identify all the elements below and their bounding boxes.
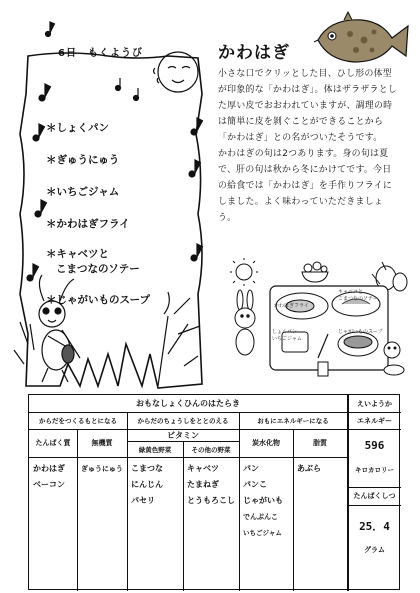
food-item: パン — [243, 464, 259, 473]
food-item: たまねぎ — [187, 480, 219, 489]
menu-card-frame-illustration — [8, 14, 213, 396]
protein-value: 25．4 — [359, 520, 390, 533]
energy-unit: キロカロリー — [355, 465, 394, 474]
protein-label: たんぱくしつ — [353, 492, 396, 500]
filefish-illustration — [310, 10, 410, 68]
group-header: おもにエネルギーになる — [257, 417, 329, 425]
column-header: たんぱく質 — [35, 439, 71, 447]
vitamin-header: ビタミン — [167, 430, 199, 440]
food-item: パセリ — [131, 496, 155, 505]
menu-date: 6日 もくようび — [58, 48, 143, 59]
food-item: にんじん — [131, 480, 163, 489]
cricket-violin-illustration — [39, 275, 80, 382]
food-item: パンこ — [243, 480, 267, 489]
food-item: ぎゅうにゅう — [81, 465, 123, 473]
food-column-carbs — [243, 461, 283, 541]
food-item: ベーコン — [33, 480, 65, 489]
menu-item: こまつなのソテー — [56, 263, 140, 275]
article-paragraph: かわはぎの旬は2つあります。身の旬は夏で、肝の旬は秋から冬にかけてです。今日の給食では「かわはぎ」を手作りフライにしました。よく味わっていただきましょう。 — [218, 149, 393, 223]
menu-item: ＊いちごジャム — [46, 186, 120, 198]
column-header: 無機質 — [91, 439, 113, 447]
food-item: こまつな — [131, 464, 163, 473]
column-header: 脂質 — [313, 439, 327, 447]
menu-item: ＊しょくパン — [46, 122, 109, 134]
menu-item: ＊ぎゅうにゅう — [46, 154, 120, 166]
fruit-bowl-icon — [302, 262, 328, 282]
nutrition-table — [28, 394, 400, 590]
food-item: じゃがいも — [243, 496, 283, 505]
character-icon — [384, 342, 400, 358]
food-column-other-veg — [187, 461, 235, 509]
tray-label-soup: じゃがいものスープ — [338, 329, 383, 335]
menu-item: ＊キャベツと — [46, 248, 109, 260]
column-header: その他の野菜 — [191, 445, 231, 454]
article-title: かわはぎ — [218, 43, 290, 63]
tray-label-bread: しょくパン いちごジャム — [272, 329, 302, 342]
sun-icon — [230, 258, 258, 286]
bunny-icon — [235, 290, 255, 355]
article-paragraph: 小さな口でクリッとした目、ひし形の体型が印象的な「かわはぎ」。体はザラザラとした厚い皮でおおわれていますが、調理の時は簡単に皮を剝ぐことができることから「かわはぎ」との名がついたそうです。 — [218, 69, 398, 143]
food-item: あぶら — [297, 464, 321, 473]
table-title: おもなしょくひんのはたらき — [136, 399, 240, 408]
column-header: 緑黄色野菜 — [138, 445, 172, 454]
lunch-tray-illustration — [222, 258, 412, 390]
energy-value: 596 — [364, 438, 385, 452]
food-item: でんぷんこ — [243, 513, 278, 521]
menu-item: ＊かわはぎフライ — [46, 218, 130, 230]
food-column-fats — [297, 461, 321, 477]
column-header: 炭水化物 — [252, 439, 280, 447]
group-header: からだをつくるもとになる — [39, 417, 117, 425]
menu-item: ＊じゃがいものスープ — [46, 294, 150, 306]
food-column-protein — [33, 461, 65, 493]
article-body — [218, 66, 398, 226]
food-column-green-yellow-veg — [131, 461, 163, 509]
food-item: キャベツ — [187, 464, 219, 473]
nutrition-value-header: えいようか — [357, 399, 392, 408]
group-header: からだのちょうしをととのえる — [137, 417, 229, 425]
tray-label-fry: かわはぎフライ — [274, 303, 309, 309]
food-item: いちごジャム — [243, 529, 282, 537]
protein-unit: グラム — [364, 546, 385, 554]
energy-label: エネルギー — [357, 416, 392, 425]
menu-card — [8, 14, 213, 396]
food-item: かわはぎ — [33, 464, 65, 473]
tray-label-saute: キャベツと こまつなのソテー — [338, 289, 378, 302]
food-item: とうもろこし — [187, 496, 235, 505]
food-column-minerals — [81, 461, 123, 477]
